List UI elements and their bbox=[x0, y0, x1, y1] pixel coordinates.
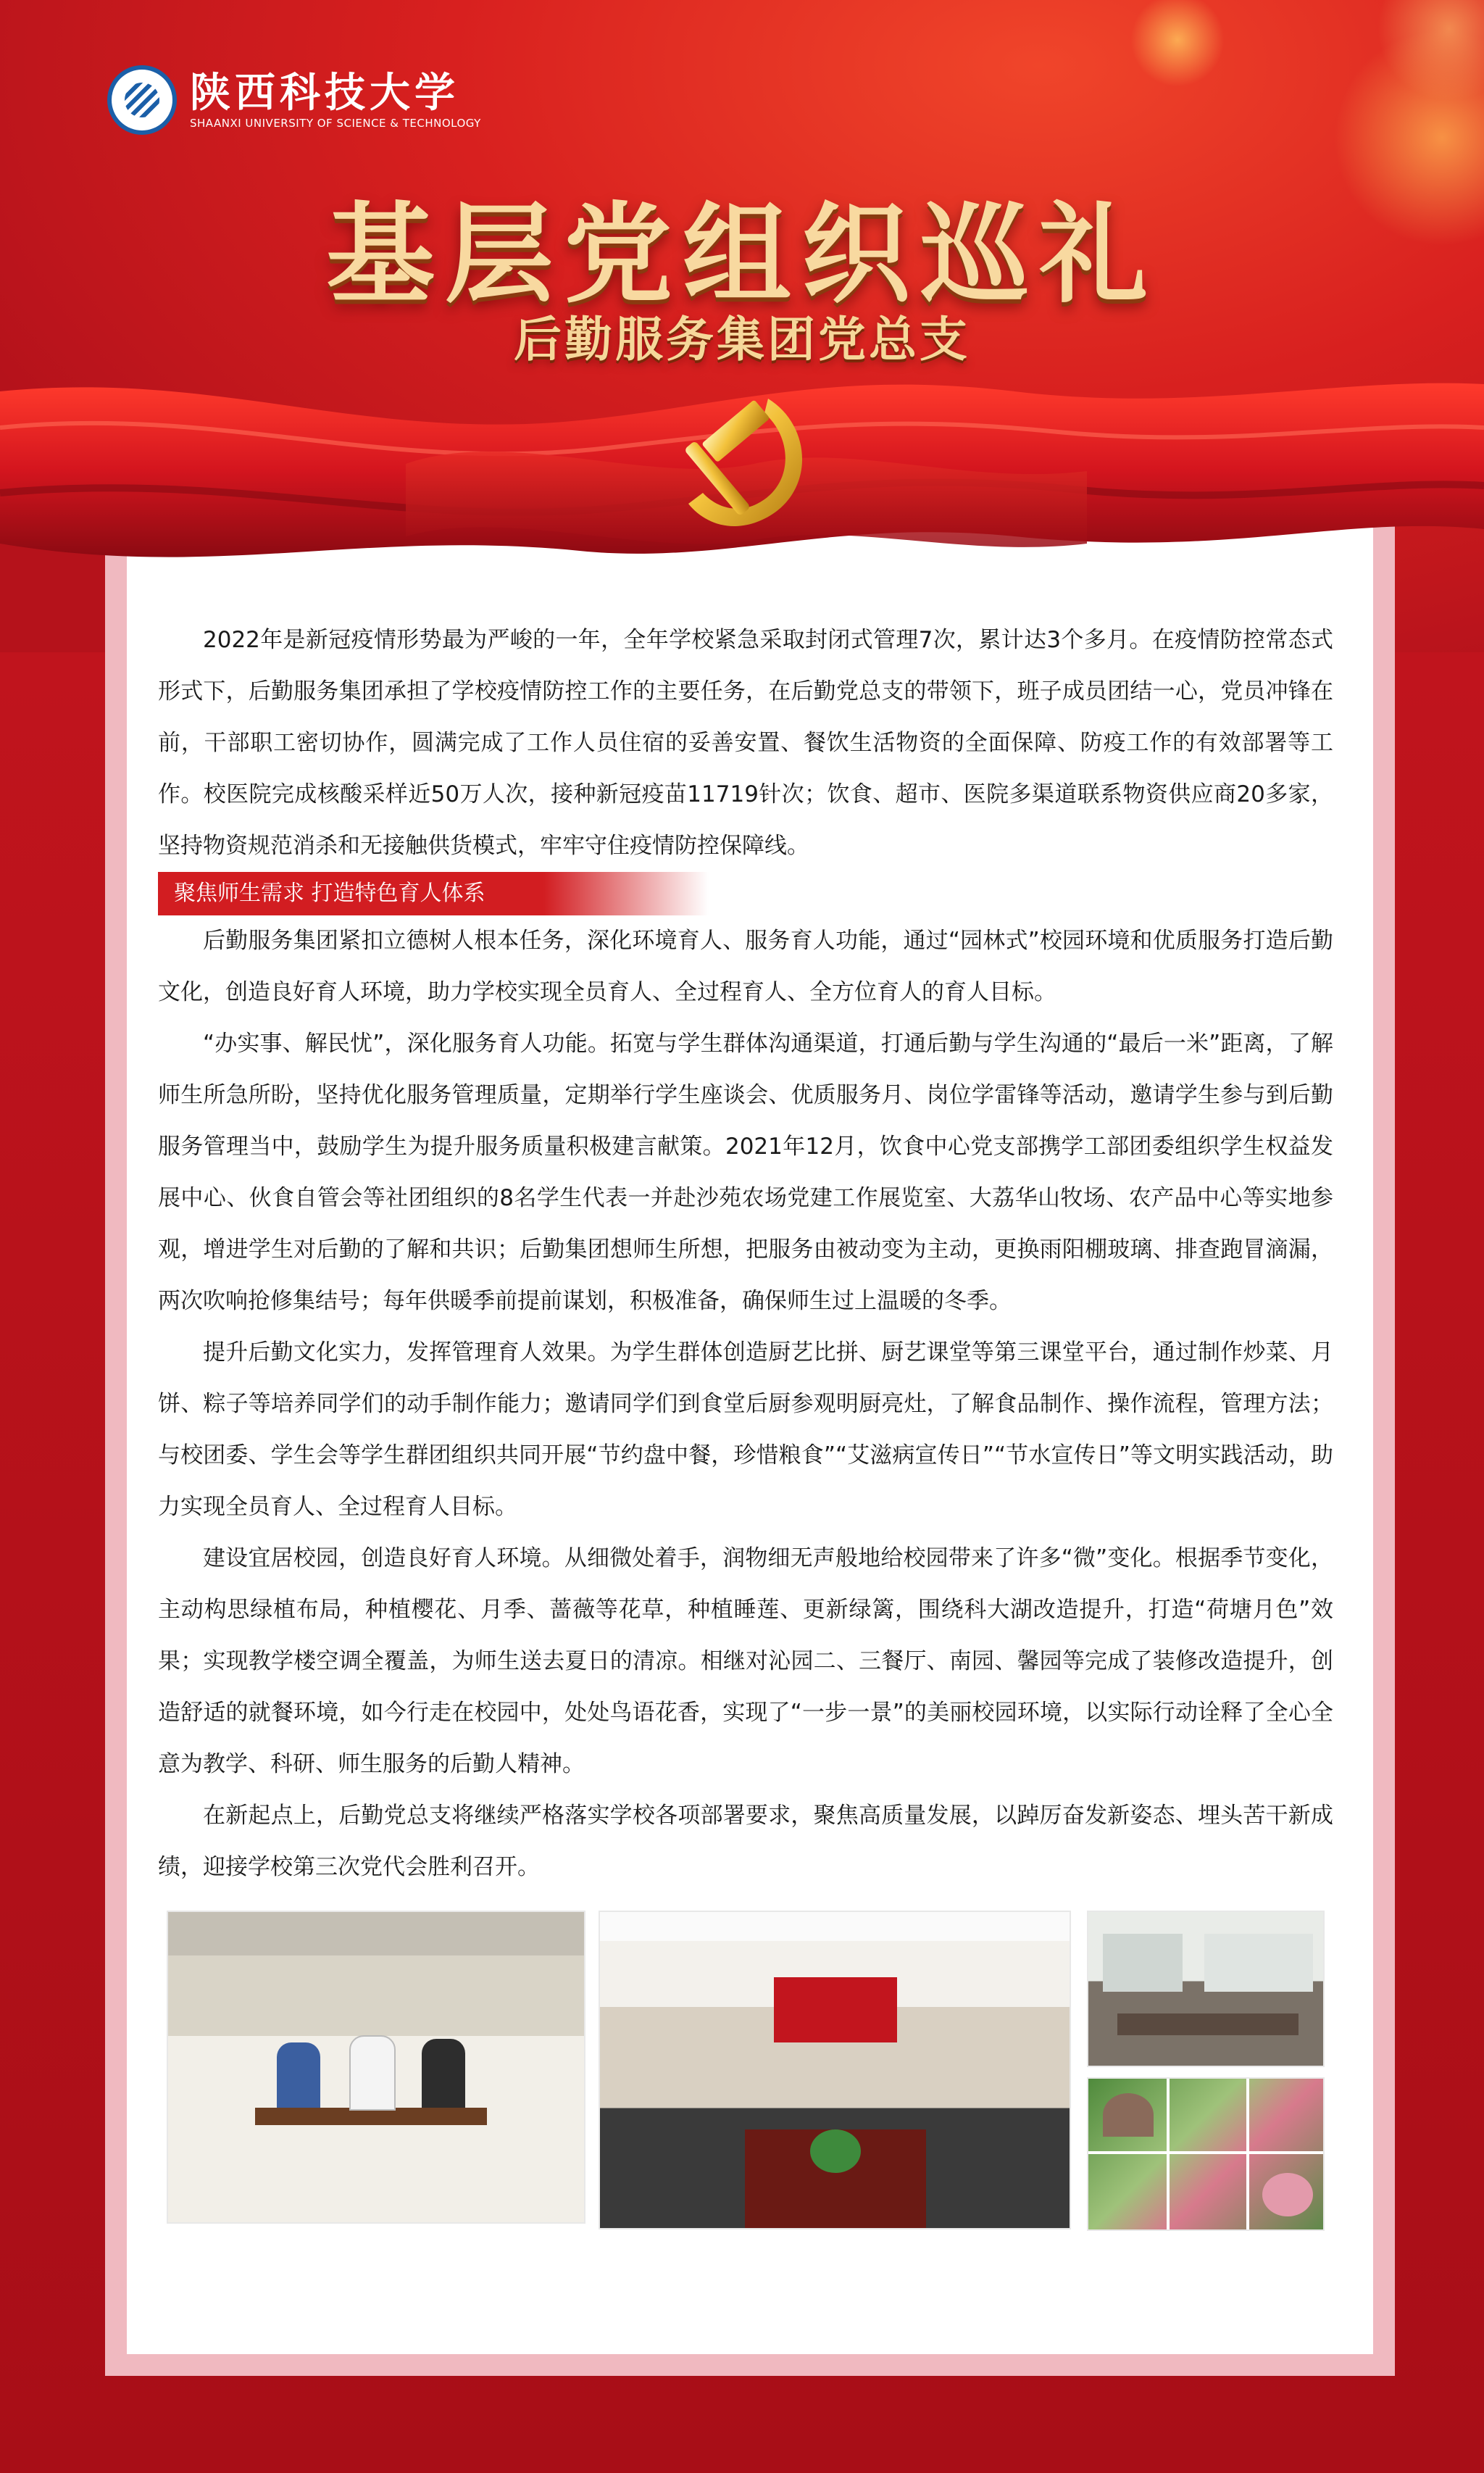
university-seal-icon bbox=[107, 65, 177, 135]
intro-paragraph: 2022年是新冠疫情形势最为严峻的一年，全年学校紧急采取封闭式管理7次，累计达3个多月。在疫情防控常态式形式下，后勤服务集团承担了学校疫情防控工作的主要任务，在后勤党总支的带领下，班子成员团结一心，党员冲锋在前，干部职工密切协作，圆满完成了工作人员住宿的妥善安置、餐饮生活物资的全面保障、防疫工作的有效部署等工作。校医院完成核酸采样近50万人次，接种新冠疫苗11719针次；饮食、超市、医院多渠道联系物资供应商20多家，坚持物资规范消杀和无接触供货模式，牢牢守住疫情防控保障线。 bbox=[158, 627, 1333, 859]
section-heading-bar bbox=[158, 872, 709, 915]
hammer-sickle-icon bbox=[659, 377, 826, 544]
photo-canteen-meeting bbox=[167, 1911, 585, 2224]
page-subtitle: 后勤服务集团党总支 bbox=[514, 312, 970, 367]
photo-conference-room bbox=[599, 1911, 1071, 2229]
logo-chinese-name: 陕西科技大学 bbox=[190, 69, 459, 117]
article-paragraph: “办实事、解民忧”，深化服务育人功能。拓宽与学生群体沟通渠道，打通后勤与学生沟通的“最后一米”距离，了解师生所急所盼，坚持优化服务管理质量，定期举行学生座谈会、优质服务月、岗位学雷锋等活动，邀请学生参与到后勤服务管理当中，鼓励学生为提升服务质量积极建言献策。2021年12月，饮食中心党支部携学工部团委组织学生权益发展中心、伙食自管会等社团组织的8名学生代表一并赴沙苑农场党建工作展览室、大荔华山牧场、农产品中心等实地参观，增进学生对后勤的了解和共识；后勤集团想师生所想，把服务由被动变为主动，更换雨阳棚玻璃、排查跑冒滴漏，两次吹响抢修集结号；每年供暖季前提前谋划，积极准备，确保师生过上温暖的冬季。 bbox=[158, 1031, 1333, 1314]
section-heading-text: 聚焦师生需求 打造特色育人体系 bbox=[174, 881, 485, 906]
article-paragraph: 建设宜居校园，创造良好育人环境。从细微处着手，润物细无声般地给校园带来了许多“微”变化。根据季节变化，主动构思绿植布局，种植樱花、月季、蔷薇等花草，种植睡莲、更新绿篱，围绕科大湖改造提升，打造“荷塘月色”效果；实现教学楼空调全覆盖，为师生送去夏日的清凉。相继对沁园二、三餐厅、南园、馨园等完成了装修改造提升，创造舒适的就餐环境，如今行走在校园中，处处鸟语花香，实现了“一步一景”的美丽校园环境，以实际行动诠释了全心全意为教学、科研、师生服务的后勤人精神。 bbox=[158, 1545, 1333, 1777]
article-paragraph: 后勤服务集团紧扣立德树人根本任务，深化环境育人、服务育人功能，通过“园林式”校园环境和优质服务打造后勤文化，创造良好育人环境，助力学校实现全员育人、全过程育人、全方位育人的育人目标。 bbox=[158, 928, 1333, 1005]
article-paragraph: 在新起点上，后勤党总支将继续严格落实学校各项部署要求，聚焦高质量发展，以踔厉奋发新姿态、埋头苦干新成绩，迎接学校第三次党代会胜利召开。 bbox=[158, 1803, 1333, 1880]
article-paragraph: 提升后勤文化实力，发挥管理育人效果。为学生群体创造厨艺比拼、厨艺课堂等第三课堂平台，通过制作炒菜、月饼、粽子等培养同学们的动手制作能力；邀请同学们到食堂后厨参观明厨亮灶，了解食品制作、操作流程，管理方法；与校团委、学生会等学生群团组织共同开展“节约盘中餐，珍惜粮食”“艾滋病宣传日”“节水宣传日”等文明实践活动，助力实现全员育人、全过程育人目标。 bbox=[158, 1339, 1333, 1520]
photo-small-meeting bbox=[1087, 1911, 1325, 2067]
photo-campus-scenery bbox=[1087, 2077, 1325, 2231]
university-logo bbox=[107, 65, 481, 135]
article-body bbox=[158, 615, 1333, 1893]
page-title: 基层党组织巡礼 bbox=[325, 191, 1158, 318]
logo-english-name: SHAANXI UNIVERSITY OF SCIENCE & TECHNOLOGY bbox=[190, 117, 481, 130]
